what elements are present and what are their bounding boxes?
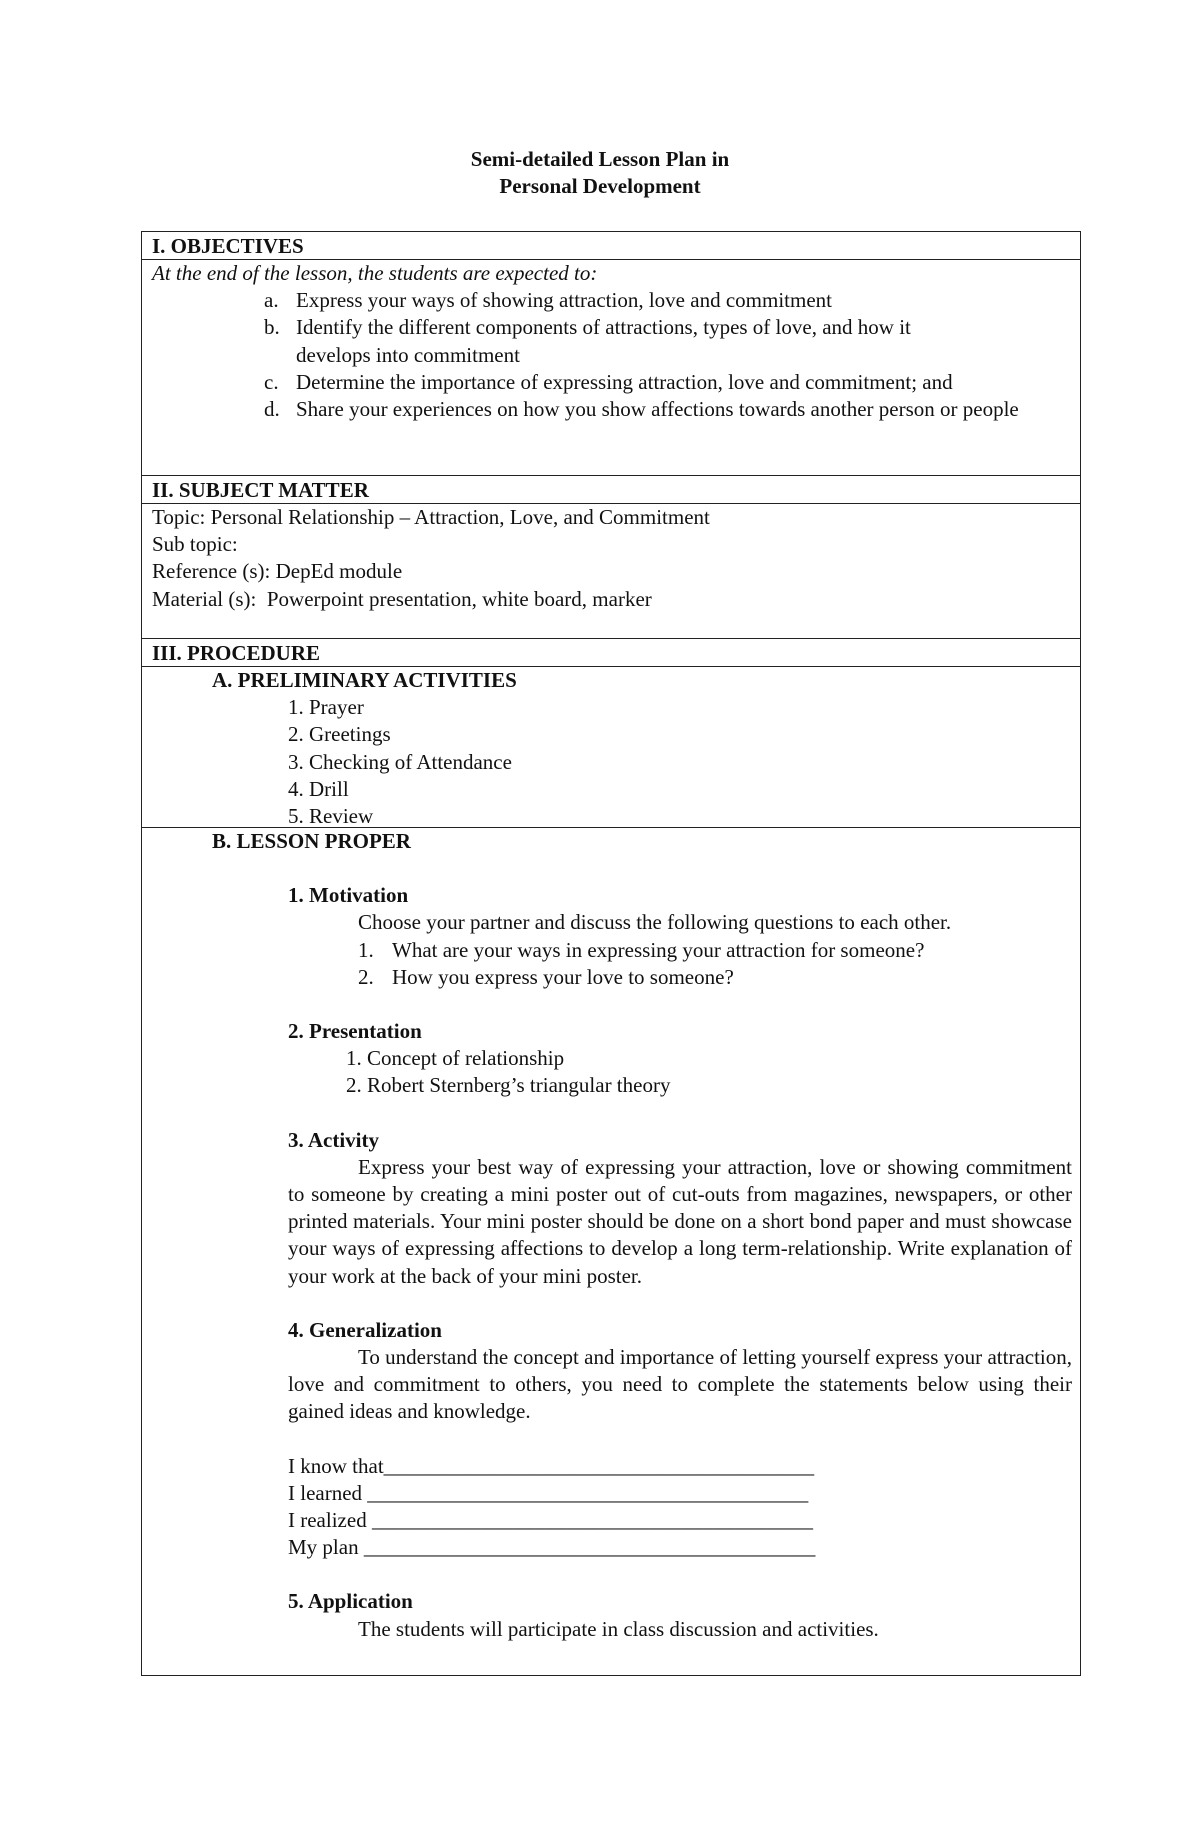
generalization-paragraph: To understand the concept and importance of letting yourself express your attraction, love and commitment to others, you need to complete the statements below using their gained ideas and knowledge. — [288, 1345, 1072, 1424]
objective-item: a. Express your ways of showing attraction, love and commitment — [264, 288, 832, 313]
title-line-1: Semi-detailed Lesson Plan in — [470, 147, 730, 171]
lesson-proper-section — [141, 827, 1081, 1676]
sub-topic-line: Sub topic: — [152, 532, 238, 557]
preliminary-item: 2. Greetings — [288, 722, 391, 747]
application-text: The students will participate in class discussion and activities. — [358, 1616, 879, 1641]
procedure-heading: III. PROCEDURE — [142, 639, 1080, 667]
blank-statement: I know that_________________________________________ — [288, 1453, 815, 1478]
generalization-heading: 4. Generalization — [288, 1317, 442, 1342]
material-line: Material (s): Powerpoint presentation, white board, marker — [152, 586, 652, 611]
motivation-heading: 1. Motivation — [288, 883, 409, 908]
application-heading: 5. Application — [288, 1589, 413, 1614]
subject-matter-section — [141, 475, 1081, 639]
lesson-proper-heading: B. LESSON PROPER — [212, 829, 411, 853]
topic-line: Topic: Personal Relationship – Attraction, Love, and Commitment — [152, 505, 710, 529]
objective-item: b. Identify the different components of attractions, types of love, and how it develops into commitment — [264, 315, 911, 367]
preliminary-heading: A. PRELIMINARY ACTIVITIES — [212, 668, 517, 692]
objectives-intro: At the end of the lesson, the students are expected to: — [152, 261, 598, 285]
motivation-intro: Choose your partner and discuss the following questions to each other. — [358, 910, 952, 935]
objective-item: d. Share your experiences on how you show affections towards another person or people — [264, 397, 1019, 422]
activity-paragraph: Express your best way of expressing your attraction, love or showing commitment to someone by creating a mini poster out of cut-outs from magazines, newspapers, or other printed materials. Your mini poster should be done on a short bond paper and must showcase your ways of expressing affections to develop a long term-relationship. Write explanation of your work at the back of your mini poster. — [288, 1154, 1072, 1288]
subject-matter-heading: II. SUBJECT MATTER — [142, 476, 1080, 504]
motivation-question: 1. What are your ways in expressing your attraction for someone? — [358, 937, 925, 962]
blank-statement: I realized __________________________________________ — [288, 1508, 813, 1533]
objective-item: c. Determine the importance of expressing attraction, love and commitment; and — [264, 369, 953, 394]
presentation-item: 1. Concept of relationship — [346, 1046, 565, 1071]
preliminary-item: 4. Drill — [288, 776, 349, 801]
preliminary-item: 3. Checking of Attendance — [288, 749, 512, 774]
preliminary-item: 1. Prayer — [288, 695, 364, 720]
motivation-question: 2. How you express your love to someone? — [358, 964, 734, 989]
presentation-heading: 2. Presentation — [288, 1019, 422, 1044]
title-line-2: Personal Development — [499, 174, 701, 198]
blank-statement: My plan ___________________________________________ — [288, 1535, 816, 1560]
objectives-section — [141, 231, 1081, 476]
preliminary-item: 5. Review — [288, 804, 374, 829]
activity-heading: 3. Activity — [288, 1127, 379, 1152]
reference-line: Reference (s): DepEd module — [152, 559, 403, 584]
blank-statement: I learned __________________________________________ — [288, 1480, 809, 1505]
document-title — [0, 146, 1200, 200]
procedure-section — [141, 638, 1081, 828]
objectives-heading: I. OBJECTIVES — [142, 232, 1080, 260]
presentation-item: 2. Robert Sternberg’s triangular theory — [346, 1073, 671, 1098]
